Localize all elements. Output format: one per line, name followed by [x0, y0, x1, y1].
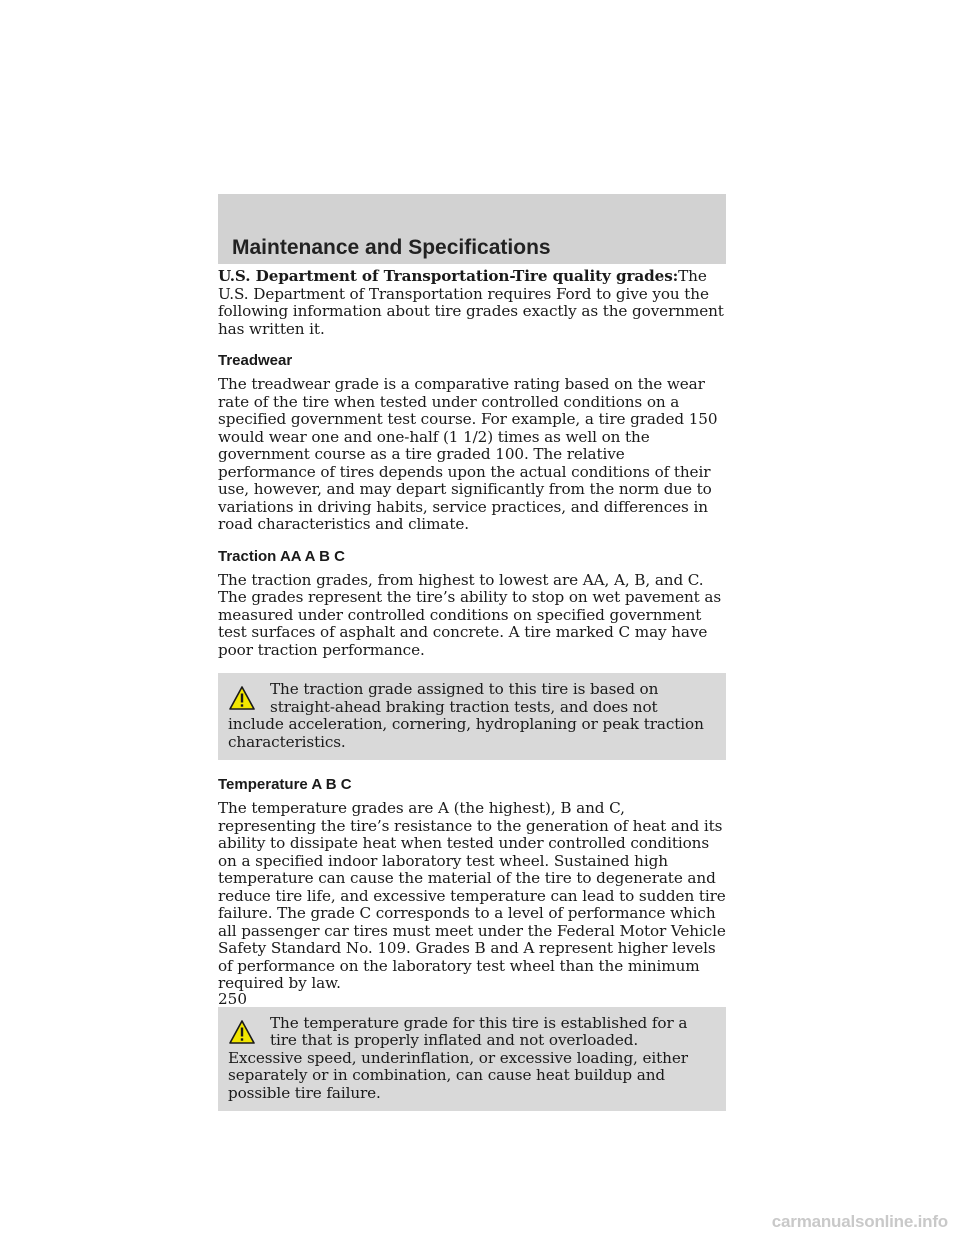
temperature-warning-text: The temperature grade for this tire is established for a tire that is properly inflated and not overloaded. Excessive speed, underinflation, or excessive loading, either separately or in combination, can cause heat buildup and possible tire failure. — [228, 1013, 688, 1102]
page-content — [218, 268, 726, 1127]
traction-paragraph: The traction grades, from highest to lowest are AA, A, B, and C. The grades represent the tire’s ability to stop on wet pavement as measured under controlled conditions on specified government test surfaces of asphalt and concrete. A tire marked C may have poor traction performance. — [218, 570, 722, 659]
intro-lead: U.S. Department of Transportation-Tire quality grades: — [218, 267, 679, 285]
temperature-paragraph: The temperature grades are A (the highest), B and C, representing the tire’s resistance to the generation of heat and its ability to dissipate heat when tested under controlled conditions on a specified indoor laboratory test wheel. Sustained high temperature can cause the material of the tire to degenerate and reduce tire life, and excessive temperature can lead to sudden tire failure. The grade C corresponds to a level of performance which all passenger car tires must meet under the Federal Motor Vehicle Safety Standard No. 109. Grades B and A represent higher levels of performance on the laboratory test wheel than the minimum required by law. — [218, 799, 726, 992]
traction-heading: Traction AA A B C — [218, 547, 345, 565]
temperature-warning-box — [218, 1007, 726, 1112]
warning-triangle-icon — [228, 685, 256, 711]
section-title: Maintenance and Specifications — [232, 236, 551, 259]
warning-triangle-icon — [228, 1019, 256, 1045]
treadwear-heading: Treadwear — [218, 352, 293, 369]
traction-warning-text: The traction grade assigned to this tire is based on straight-ahead braking traction tests, and does not include acceleration, cornering, hydroplaning or peak traction characteristics. — [228, 680, 704, 751]
page-number: 250 — [218, 990, 247, 1008]
treadwear-paragraph: The treadwear grade is a comparative rating based on the wear rate of the tire when tested under controlled conditions on a specified government test course. For example, a tire graded 150 would wear one and one-half (1 1/2) times as well on the government course as a tire graded 100. The relative performance of tires depends upon the actual conditions of their use, however, and may depart significantly from the norm due to variations in driving habits, service practices, and differences in road characteristics and climate. — [218, 375, 718, 533]
traction-warning-box — [218, 673, 726, 760]
temperature-heading: Temperature A B C — [218, 776, 352, 793]
intro-text: The U.S. Department of Transportation requires Ford to give you the following information about tire grades exactly as the government has written it. — [218, 267, 724, 338]
watermark: carmanualsonline.info — [771, 1212, 948, 1231]
intro-paragraph — [218, 268, 726, 338]
section-header-band — [218, 194, 726, 264]
